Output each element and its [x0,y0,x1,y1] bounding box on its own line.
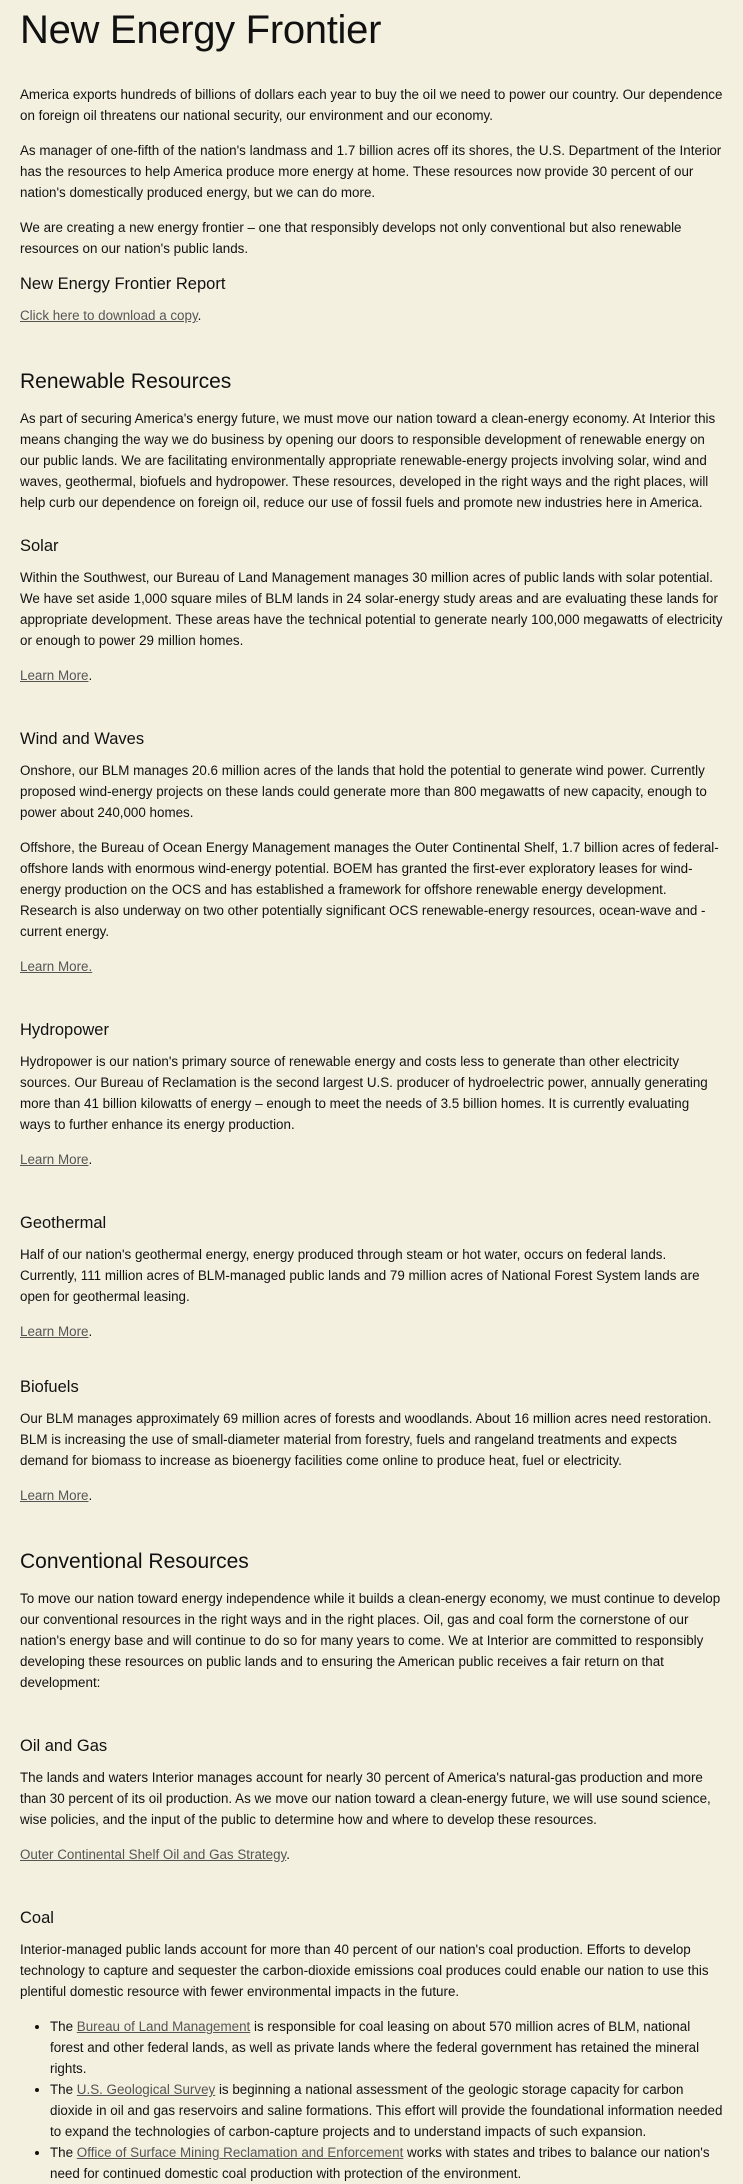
geothermal-learn-more-link[interactable]: Learn More [20,1324,89,1339]
report-link-period: . [197,308,202,323]
coal-agency-list [20,2016,723,2184]
usgs-link[interactable]: U.S. Geological Survey [76,2082,216,2097]
wind-heading: Wind and Waves [20,730,145,748]
biofuels-paragraph: Our BLM manages approximately 69 million acres of forests and woodlands. About 16 million acres need restoration. BLM is increasing the use of small-diameter material from forestry, fuels and rangeland treatments and expects demand for biomass to increase as bioenergy facilities come online to produce heat, fuel or electricity. [20,1411,712,1468]
report-heading: New Energy Frontier Report [20,275,226,293]
wind-paragraph-onshore: Onshore, our BLM manages 20.6 million acres of the lands that hold the potential to generate wind power. Currently proposed wind-energy projects on these lands could generate more than 800 megawatts of new capacity, enough to power about 240,000 homes. [20,763,707,820]
oil-gas-link-line [20,1844,723,1865]
solar-link-period: . [88,668,93,683]
geothermal-heading: Geothermal [20,1214,107,1232]
geothermal-paragraph: Half of our nation's geothermal energy, energy produced through steam or hot water, occurs on federal lands. Currently, 111 million acres of BLM-managed public lands and 79 million acres of National Forest System lands are open for geothermal leasing. [20,1247,700,1304]
hydro-learn-more-line [20,1149,723,1170]
list-item-prefix: The [50,2082,77,2097]
wind-learn-more-line [20,956,723,977]
biofuels-link-period: . [88,1488,93,1503]
list-item-prefix: The [50,2019,77,2034]
list-item [50,2142,723,2184]
list-item-prefix: The [50,2145,77,2160]
list-item-text: is responsible for coal leasing on about 570 million acres of BLM, national forest and other federal lands, as well as private lands where the federal government has retained the mineral rights. [50,2019,700,2076]
intro-paragraph-3: We are creating a new energy frontier – one that responsibly develops not only conventional but also renewable resources on our nation's public lands. [20,220,682,256]
biofuels-learn-more-line [20,1485,723,1506]
hydro-paragraph: Hydropower is our nation's primary source of renewable energy and costs less to generate than other electricity sources. Our Bureau of Reclamation is the second largest U.S. producer of hydroelectric power, annually generating more than 41 billion kilowatts of energy – enough to meet the needs of 3.5 billion homes. It is currently evaluating ways to further enhance its energy production. [20,1054,708,1132]
hydro-link-period: . [88,1152,93,1167]
report-download-line [20,305,723,326]
page-title: New Energy Frontier [20,8,382,52]
oil-gas-paragraph: The lands and waters Interior manages account for nearly 30 percent of America's natural-gas production and more than 30 percent of its oil production. As we move our nation toward a clean-energy future, we will use sound science, wise policies, and the input of the public to determine how and where to develop these resources. [20,1770,711,1827]
list-item-text: is beginning a national assessment of the geologic storage capacity for carbon dioxide in oil and gas reservoirs and saline formations. This effort will provide the foundational information needed to expand the technologies of carbon-capture projects and to understand impacts of such expansion. [50,2082,723,2139]
geothermal-learn-more-line [20,1321,723,1342]
osmre-link[interactable]: Office of Surface Mining Reclamation and Enforcement [76,2145,404,2160]
biofuels-learn-more-link[interactable]: Learn More [20,1488,89,1503]
conventional-paragraph: To move our nation toward energy independence while it builds a clean-energy economy, we must continue to develop our conventional resources in the right ways and in the right places. Oil, gas and coal form the cornerstone of our nation's energy base and will continue to do so for many years to come. We at Interior are committed to responsibly developing these resources on public lands and to ensuring the American public receives a fair return on that development: [20,1591,721,1690]
conventional-heading: Conventional Resources [20,1550,249,1573]
renewable-heading: Renewable Resources [20,370,232,393]
geothermal-link-period: . [88,1324,93,1339]
ocs-link-period: . [286,1847,290,1862]
coal-heading: Coal [20,1909,54,1927]
list-item [50,2016,723,2079]
hydro-learn-more-link[interactable]: Learn More [20,1152,89,1167]
wind-paragraph-offshore: Offshore, the Bureau of Ocean Energy Management manages the Outer Continental Shelf, 1.7 billion acres of federal-offshore lands with enormous wind-energy potential. BOEM has granted the first-ever exploratory leases for wind-energy production on the OCS and has established a framework for offshore renewable energy development. Research is also underway on two other potentially significant OCS renewable-energy resources, ocean-wave and -current energy. [20,840,719,939]
oil-gas-heading: Oil and Gas [20,1737,108,1755]
solar-learn-more-link[interactable]: Learn More [20,668,89,683]
intro-paragraph-2: As manager of one-fifth of the nation's landmass and 1.7 billion acres off its shores, the U.S. Department of the Interior has the resources to help America produce more energy at home. These resources now provide 30 percent of our nation's domestically produced energy, but we can do more. [20,143,722,200]
solar-paragraph: Within the Southwest, our Bureau of Land Management manages 30 million acres of public lands with solar potential. We have set aside 1,000 square miles of BLM lands in 24 solar-energy study areas and are evaluating these lands for appropriate development. These areas have the technical potential to generate nearly 100,000 megawatts of electricity or enough to power 29 million homes. [20,570,723,648]
page-content [0,6,743,2184]
blm-link[interactable]: Bureau of Land Management [76,2019,251,2034]
renewable-paragraph: As part of securing America's energy future, we must move our nation toward a clean-energy economy. At Interior this means changing the way we do business by opening our doors to responsible development of renewable energy on our public lands. We are facilitating environmentally appropriate renewable-energy projects involving solar, wind and waves, geothermal, biofuels and hydropower. These resources, developed in the right ways and the right places, will help curb our dependence on foreign oil, reduce our use of fossil fuels and promote new industries here in America. [20,411,716,510]
solar-learn-more-line [20,665,723,686]
biofuels-heading: Biofuels [20,1378,79,1396]
ocs-strategy-link[interactable]: Outer Continental Shelf Oil and Gas Strategy [20,1847,287,1862]
intro-paragraph-1: America exports hundreds of billions of dollars each year to buy the oil we need to power our country. Our dependence on foreign oil threatens our national security, our environment and our economy. [20,87,723,123]
coal-paragraph: Interior-managed public lands account for more than 40 percent of our nation's coal production. Efforts to develop technology to capture and sequester the carbon-dioxide emissions coal produces could enable our nation to use this plentiful domestic resource with fewer environmental impacts in the future. [20,1942,709,1999]
list-item [50,2079,723,2142]
list-item-text: works with states and tribes to balance our nation's need for continued domestic coal production with protection of the environment. [50,2145,710,2181]
download-report-link[interactable]: Click here to download a copy [20,308,198,323]
solar-heading: Solar [20,537,59,555]
hydro-heading: Hydropower [20,1021,109,1039]
wind-learn-more-link[interactable]: Learn More. [20,959,93,974]
